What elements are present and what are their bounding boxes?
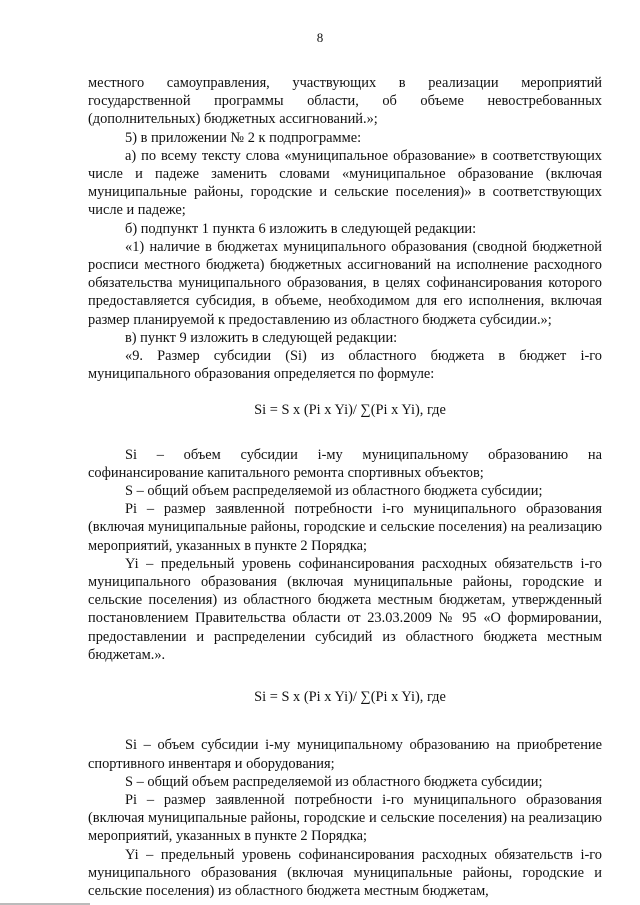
section-middle <box>88 446 602 664</box>
formula-subsidy-1: Si = S x (Pi x Yi)/ ∑(Pi x Yi), где <box>254 402 446 419</box>
paragraph: в) пункт 9 изложить в следующей редакции: <box>125 329 398 346</box>
page-number: 8 <box>316 30 324 45</box>
section-bottom <box>88 736 602 900</box>
section-top <box>88 74 602 383</box>
paragraph: б) подпункт 1 пункта 6 изложить в следующей редакции: <box>125 220 477 237</box>
paragraph: «1) наличие в бюджетах муниципального образования (сводной бюджетной росписи местного бюджета) бюджетных ассигнований на исполнение расходного обязательства муниципального образования, в целях софинансирования которого предоставляется субсидия, в объеме, необходимом для его исполнения, включая размер планируемой к предоставлению из областного бюджета субсидии.»; <box>88 238 602 328</box>
paragraph: Si – объем субсидии i-му муниципальному образованию на приобретение спортивного инвентаря и оборудования; <box>88 737 602 772</box>
formula-subsidy-2: Si = S x (Pi x Yi)/ ∑(Pi x Yi), где <box>254 689 446 706</box>
paragraph: Yi – предельный уровень софинансирования расходных обязательств i-го муниципального образования (включая муниципальные районы, городские и сельские поселения) из областного бюджета местным бюджетам, утвержденный постановлением Правительства области от 23.03.2009 № 95 «О формировании, предоставлении и распределении субсидий из областного бюджета местным бюджетам.». <box>88 555 602 663</box>
paragraph: S – общий объем распределяемой из областного бюджета субсидии; <box>125 483 543 500</box>
paragraph: 5) в приложении № 2 к подпрограмме: <box>125 129 362 146</box>
paragraph: Pi – размер заявленной потребности i-го муниципального образования (включая муниципальные районы, городские и сельские поселения) на реализацию мероприятий, указанных в пункте 2 Порядка; <box>88 501 602 554</box>
paragraph: «9. Размер субсидии (Si) из областного бюджета в бюджет i-го муниципального образования определяется по формуле: <box>88 348 602 383</box>
paragraph: Yi – предельный уровень софинансирования расходных обязательств i-го муниципального образования (включая муниципальные районы, городские и сельские поселения) из областного бюджета местным бюджетам, <box>88 846 602 899</box>
paragraph: S – общий объем распределяемой из областного бюджета субсидии; <box>125 773 543 790</box>
paragraph: Pi – размер заявленной потребности i-го муниципального образования (включая муниципальные районы, городские и сельские поселения) на реализацию мероприятий, указанных в пункте 2 Порядка; <box>88 791 602 845</box>
paragraph: Si – объем субсидии i-му муниципальному образованию на софинансирование капитального ремонта спортивных объектов; <box>88 446 602 481</box>
paragraph: а) по всему тексту слова «муниципальное образование» в соответствующих числе и падеже заменить словами «муниципальное образование (включая муниципальные районы, городские и сельские поселения)» в соответствующих числе и падеже; <box>88 147 602 219</box>
paragraph: местного самоуправления, участвующих в реализации мероприятий государственной программы области, об объеме невостребованных (дополнительных) бюджетных ассигнований.»; <box>88 75 602 128</box>
